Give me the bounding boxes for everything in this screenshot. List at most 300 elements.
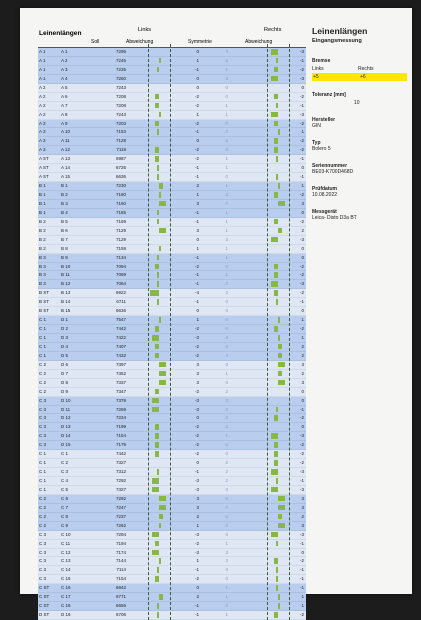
row-soll: 7203: [115, 120, 126, 126]
row-soll: 6987: [115, 156, 126, 162]
row-group-name: B 3: [39, 263, 46, 269]
row-symmetrie: 2: [225, 138, 228, 144]
row-abweichung-rechts: 2: [301, 343, 304, 349]
row-group-name: C 2: [39, 522, 47, 528]
pruefdatum-value: 10.08.2022: [312, 192, 338, 198]
deviation-bar-links: [157, 174, 159, 180]
row-soll: 7422: [115, 335, 126, 340]
row-symmetrie: 0: [225, 442, 228, 448]
row-line-name: D 10: [61, 397, 71, 403]
row-abweichung-rechts: -2: [299, 192, 304, 197]
deviation-bar-links: [155, 121, 159, 127]
row-group-name: C 2: [39, 379, 47, 385]
row-abweichung-links: -2: [194, 442, 199, 448]
deviation-bar-rechts: [276, 576, 278, 582]
row-soll: 7245: [115, 57, 126, 63]
row-group-name: B 1: [39, 209, 46, 215]
row-line-name: C 14: [61, 567, 71, 573]
tolerance-line-links-max: [170, 44, 171, 620]
row-abweichung-rechts: -2: [299, 93, 304, 99]
row-abweichung-rechts: -1: [299, 478, 304, 483]
row-group-name: A 3: [39, 129, 46, 135]
row-symmetrie: 2: [225, 388, 228, 394]
row-symmetrie: 2: [225, 129, 228, 135]
row-group-name: C 3: [39, 397, 47, 403]
row-soll: 6656: [115, 603, 126, 609]
table-row: [38, 227, 306, 236]
row-abweichung-links: -1: [194, 469, 199, 475]
row-soll: 7118: [116, 147, 126, 153]
row-soll: 7128: [115, 138, 126, 144]
table-row: [38, 414, 306, 423]
row-line-name: D 14: [61, 433, 71, 439]
row-symmetrie: 1: [225, 218, 228, 224]
table-row: [38, 93, 306, 102]
toleranz-block: [312, 92, 407, 106]
deviation-bar-rechts: [274, 67, 278, 73]
deviation-bar-rechts: [271, 112, 278, 118]
row-abweichung-links: -2: [194, 352, 199, 358]
row-symmetrie: 2: [225, 478, 228, 483]
row-group-name: A ST: [39, 174, 49, 180]
deviation-bar-links: [159, 558, 161, 564]
deviation-bar-rechts: [276, 156, 278, 162]
table-row: [38, 128, 306, 137]
table-row: [38, 486, 306, 495]
row-abweichung-rechts: -2: [299, 460, 304, 466]
row-symmetrie: 0: [225, 451, 228, 457]
deviation-bar-links: [155, 442, 159, 448]
deviation-bar-links: [152, 550, 159, 556]
row-abweichung-rechts: -2: [299, 612, 304, 618]
row-soll: 7237: [115, 513, 126, 519]
row-line-name: B 5: [61, 218, 68, 224]
deviation-bar-links: [152, 398, 159, 404]
row-group-name: C 2: [39, 361, 47, 367]
row-symmetrie: 2: [225, 603, 228, 609]
row-abweichung-links: -1: [194, 174, 199, 180]
deviation-bar-links: [157, 469, 159, 475]
hersteller-block: [312, 117, 407, 129]
typ-label: Typ: [312, 140, 321, 146]
table-row: [38, 84, 306, 93]
row-group-name: C 3: [39, 567, 47, 573]
row-group-name: C 3: [39, 558, 47, 564]
row-symmetrie: 0: [225, 576, 228, 582]
bremse-values: [312, 73, 407, 81]
row-abweichung-rechts: 0: [301, 308, 304, 314]
deviation-bar-rechts: [271, 469, 278, 475]
deviation-bar-rechts: [278, 353, 282, 359]
messgeraet-label: Messgerät: [312, 209, 337, 215]
deviation-bar-links: [155, 541, 159, 547]
row-abweichung-links: -2: [194, 156, 199, 162]
toleranz-label: Toleranz [mm]: [312, 92, 346, 98]
table-row: [38, 200, 306, 209]
line-length-table: [38, 26, 306, 620]
row-soll: 7407: [115, 343, 126, 349]
row-group-name: C ST: [39, 594, 50, 600]
row-abweichung-rechts: -2: [299, 558, 304, 564]
deviation-bar-links: [155, 264, 159, 270]
row-soll: 7208: [115, 102, 126, 108]
row-abweichung-rechts: -1: [299, 567, 304, 573]
row-abweichung-rechts: 0: [301, 388, 304, 394]
row-soll: 7312: [115, 469, 126, 475]
row-symmetrie: 3: [225, 192, 228, 197]
deviation-bar-links: [159, 380, 166, 386]
bremse-rechts-label: Rechts: [358, 66, 374, 72]
row-abweichung-rechts: -3: [299, 469, 304, 475]
deviation-bar-rechts: [278, 317, 280, 323]
deviation-bar-rechts: [271, 487, 278, 493]
row-line-name: D 11: [61, 406, 71, 412]
typ-value: Bolero 5: [312, 146, 331, 152]
row-abweichung-rechts: 0: [301, 84, 304, 90]
row-soll: 7154: [115, 433, 126, 439]
row-symmetrie: 4: [225, 343, 228, 349]
table-row: [38, 388, 306, 397]
row-line-name: C 1: [61, 451, 69, 457]
table-row: [38, 397, 306, 406]
table-row: [38, 75, 306, 84]
deviation-bar-rechts: [278, 344, 282, 350]
table-row: [38, 102, 306, 111]
row-abweichung-links: 0: [196, 75, 199, 81]
row-line-name: A 8: [61, 111, 68, 117]
row-symmetrie: 0: [225, 317, 228, 323]
row-line-name: B 15: [61, 308, 71, 314]
row-abweichung-links: -2: [194, 424, 199, 430]
row-line-name: B 13: [61, 290, 71, 296]
row-abweichung-links: -3: [194, 397, 199, 403]
row-abweichung-rechts: 0: [301, 165, 304, 171]
row-symmetrie: 1: [225, 272, 228, 278]
deviation-bar-links: [159, 246, 161, 252]
row-abweichung-rechts: 0: [301, 397, 304, 403]
row-abweichung-rechts: 1: [301, 129, 304, 135]
deviation-bar-links: [155, 389, 159, 395]
table-row: [38, 298, 306, 307]
row-abweichung-rechts: -2: [299, 451, 304, 457]
deviation-bar-links: [155, 451, 159, 457]
table-row: [38, 406, 306, 415]
row-soll: 6636: [115, 174, 126, 180]
row-abweichung-links: 1: [196, 111, 199, 117]
row-line-name: B 4: [61, 209, 68, 215]
row-symmetrie: 2: [225, 57, 228, 63]
bremse-links-label: Links: [312, 66, 324, 72]
row-abweichung-links: -2: [194, 433, 199, 439]
row-soll: 7064: [115, 281, 126, 287]
table-row: [38, 450, 306, 459]
row-line-name: C 5: [61, 486, 69, 492]
row-group-name: C 1: [39, 343, 47, 349]
row-symmetrie: 3: [225, 49, 228, 54]
row-abweichung-rechts: 1: [301, 594, 304, 600]
row-line-name: D 1: [61, 317, 69, 323]
deviation-bar-rechts: [274, 326, 278, 332]
row-line-name: A 14: [61, 165, 71, 171]
row-line-name: B 14: [61, 299, 71, 305]
row-soll: 7327: [115, 486, 126, 492]
row-line-name: B 2: [61, 192, 68, 197]
row-symmetrie: 4: [225, 335, 228, 340]
row-group-name: C 3: [39, 406, 47, 412]
row-abweichung-links: -2: [194, 147, 199, 153]
row-soll: 7379: [115, 397, 126, 403]
row-group-name: B ST: [39, 299, 50, 305]
row-group-name: B 1: [39, 192, 46, 197]
row-line-name: B 9: [61, 254, 68, 260]
row-symmetrie: 3: [225, 558, 228, 564]
row-line-name: B 11: [61, 272, 70, 278]
deviation-bar-rechts: [271, 532, 278, 538]
deviation-bar-links: [152, 478, 159, 484]
table-header-top: [38, 26, 306, 38]
row-abweichung-rechts: 2: [301, 370, 304, 376]
tolerance-line-rechts-max: [289, 44, 290, 620]
row-symmetrie: 1: [225, 209, 228, 215]
row-symmetrie: 1: [225, 433, 228, 439]
row-symmetrie: 3: [225, 549, 228, 555]
table-row: [38, 522, 306, 531]
row-group-name: B 2: [39, 236, 46, 242]
row-line-name: A 6: [61, 93, 68, 99]
deviation-bar-links: [152, 335, 159, 341]
row-line-name: C 17: [61, 594, 71, 600]
row-abweichung-links: 0: [196, 585, 199, 591]
table-row: [38, 459, 306, 468]
row-line-name: D 7: [61, 370, 69, 376]
deviation-bar-rechts: [274, 219, 278, 225]
row-symmetrie: 0: [225, 361, 228, 367]
abweichung-links-header: Abweichung: [126, 39, 154, 45]
row-abweichung-links: -1: [194, 209, 199, 215]
links-header: Links: [138, 27, 152, 33]
deviation-bar-rechts: [278, 201, 285, 207]
soll-header: Soll: [91, 39, 100, 45]
row-group-name: A 3: [39, 138, 46, 144]
table-row: [38, 66, 306, 75]
row-symmetrie: 0: [225, 495, 228, 501]
row-group-name: C 2: [39, 513, 47, 519]
deviation-bar-links: [159, 362, 166, 368]
row-line-name: D 15: [61, 442, 71, 448]
row-abweichung-links: -1: [194, 165, 199, 171]
table-body: [38, 48, 306, 620]
row-line-name: A 2: [61, 57, 68, 63]
table-row: [38, 316, 306, 325]
row-abweichung-rechts: -1: [299, 406, 304, 412]
row-abweichung-rechts: -1: [299, 299, 304, 305]
row-group-name: C 3: [39, 415, 47, 421]
table-row: [38, 164, 306, 173]
deviation-bar-rechts: [276, 407, 278, 413]
row-group-name: A 2: [39, 111, 46, 117]
row-group-name: B 2: [39, 227, 46, 233]
row-group-name: A 2: [39, 93, 46, 99]
deviation-bar-rechts: [274, 138, 278, 144]
row-line-name: A 1: [61, 49, 68, 54]
row-abweichung-links: 0: [196, 415, 199, 421]
deviation-bar-links: [157, 603, 159, 609]
row-group-name: A 3: [39, 147, 46, 153]
row-abweichung-rechts: 0: [301, 254, 304, 260]
deviation-bar-links: [159, 523, 161, 529]
row-line-name: C 10: [61, 531, 71, 537]
deviation-bar-rechts: [278, 514, 282, 520]
row-abweichung-links: -2: [194, 326, 199, 332]
row-abweichung-rechts: -1: [299, 156, 304, 162]
row-symmetrie: 1: [225, 165, 228, 171]
row-abweichung-rechts: -1: [299, 585, 304, 591]
row-soll: 7199: [115, 424, 126, 430]
row-abweichung-links: -2: [194, 540, 199, 546]
deviation-bar-links: [159, 228, 166, 234]
table-row: [38, 343, 306, 352]
row-soll: 7262: [115, 522, 126, 528]
row-abweichung-rechts: -3: [299, 111, 304, 117]
row-group-name: C 1: [39, 486, 47, 492]
row-soll: 7295: [115, 49, 126, 54]
deviation-bar-rechts: [278, 496, 285, 502]
row-group-name: A 1: [39, 66, 46, 72]
row-abweichung-rechts: -2: [299, 263, 304, 269]
table-row: [38, 236, 306, 245]
row-abweichung-links: 3: [196, 361, 199, 367]
deviation-bar-links: [159, 58, 161, 64]
deviation-bar-rechts: [276, 174, 278, 180]
row-soll: 7094: [115, 263, 126, 269]
row-line-name: B 8: [61, 245, 68, 251]
row-group-name: C 2: [39, 388, 47, 394]
row-abweichung-rechts: -3: [299, 281, 304, 287]
deviation-bar-rechts: [278, 505, 285, 511]
row-abweichung-links: 0: [196, 460, 199, 466]
row-symmetrie: 1: [225, 370, 228, 376]
deviation-bar-rechts: [274, 290, 278, 296]
row-soll: 7247: [115, 504, 126, 510]
deviation-bar-rechts: [276, 299, 278, 305]
table-row: [38, 557, 306, 566]
deviation-bar-links: [150, 290, 159, 296]
row-group-name: C ST: [39, 585, 50, 591]
row-abweichung-rechts: -2: [299, 272, 304, 278]
row-soll: 7347: [115, 388, 126, 394]
row-group-name: A 2: [39, 102, 46, 108]
table-row: [38, 468, 306, 477]
row-abweichung-rechts: -1: [299, 102, 304, 108]
row-soll: 7269: [115, 406, 126, 412]
table-row: [38, 218, 306, 227]
row-group-name: A 2: [39, 84, 46, 90]
row-abweichung-rechts: 2: [301, 352, 304, 358]
table-row: [38, 209, 306, 218]
row-soll: 7243: [115, 84, 126, 90]
row-symmetrie: 0: [225, 379, 228, 385]
row-group-name: C ST: [39, 603, 50, 609]
row-group-name: C 3: [39, 442, 47, 448]
row-symmetrie: 1: [225, 594, 228, 600]
row-soll: 7432: [115, 352, 126, 358]
row-soll: 7294: [115, 531, 126, 537]
row-abweichung-links: -1: [194, 218, 199, 224]
row-group-name: C 3: [39, 531, 47, 537]
row-symmetrie: 1: [225, 183, 228, 189]
row-soll: 7327: [115, 460, 126, 466]
row-abweichung-links: 1: [196, 522, 199, 528]
row-line-name: A 4: [61, 75, 68, 81]
row-group-name: C 2: [39, 370, 47, 376]
row-abweichung-links: 1: [196, 558, 199, 564]
deviation-bar-links: [159, 505, 166, 511]
row-abweichung-rechts: 1: [301, 335, 304, 340]
row-symmetrie: 2: [225, 415, 228, 421]
row-group-name: B ST: [39, 290, 50, 296]
row-symmetrie: 3: [225, 236, 228, 242]
seriennummer-block: [312, 163, 407, 175]
hersteller-value: GIN: [312, 123, 321, 129]
info-panel: [312, 26, 407, 221]
row-symmetrie: 1: [225, 585, 228, 591]
row-group-name: A 1: [39, 75, 46, 81]
deviation-bar-links: [159, 514, 163, 520]
row-soll: 6711: [116, 299, 126, 305]
row-abweichung-rechts: -3: [299, 49, 304, 54]
table-row: [38, 584, 306, 593]
row-group-name: C 1: [39, 460, 47, 466]
row-soll: 7179: [115, 442, 126, 448]
row-group-name: C 1: [39, 469, 47, 475]
row-symmetrie: 1: [225, 254, 228, 260]
table-row: [38, 254, 306, 263]
row-symmetrie: 2: [225, 290, 228, 296]
row-abweichung-links: -1: [194, 129, 199, 135]
row-abweichung-rechts: -3: [299, 236, 304, 242]
table-row: [38, 513, 306, 522]
row-abweichung-rechts: 3: [301, 504, 304, 510]
row-abweichung-rechts: -3: [299, 75, 304, 81]
row-soll: 7243: [115, 111, 126, 117]
row-abweichung-rechts: 0: [301, 245, 304, 251]
deviation-bar-links: [159, 201, 166, 207]
deviation-bar-rechts: [274, 147, 278, 153]
deviation-bar-links: [159, 192, 161, 198]
row-soll: 7174: [115, 549, 126, 555]
row-symmetrie: 2: [225, 281, 228, 287]
row-abweichung-links: -1: [194, 567, 199, 573]
row-line-name: B 7: [61, 236, 68, 242]
row-soll: 7292: [115, 495, 126, 501]
table-title: Leinenlängen: [39, 30, 82, 37]
deviation-bar-links: [157, 210, 159, 216]
seriennummer-value: BE03-K700D468D: [312, 169, 354, 175]
row-soll: 6922: [115, 290, 126, 296]
row-group-name: C 2: [39, 504, 47, 510]
deviation-bar-rechts: [274, 451, 278, 457]
row-group-name: C 3: [39, 433, 47, 439]
panel-title: Leinenlängen: [312, 26, 368, 36]
table-row: [38, 289, 306, 298]
row-abweichung-rechts: 1: [301, 183, 304, 189]
table-row: [38, 137, 306, 146]
deviation-bar-links: [159, 112, 161, 118]
row-group-name: B 1: [39, 200, 46, 206]
row-soll: 6706: [115, 612, 126, 618]
row-soll: 7129: [115, 227, 126, 233]
row-soll: 7159: [115, 245, 126, 251]
